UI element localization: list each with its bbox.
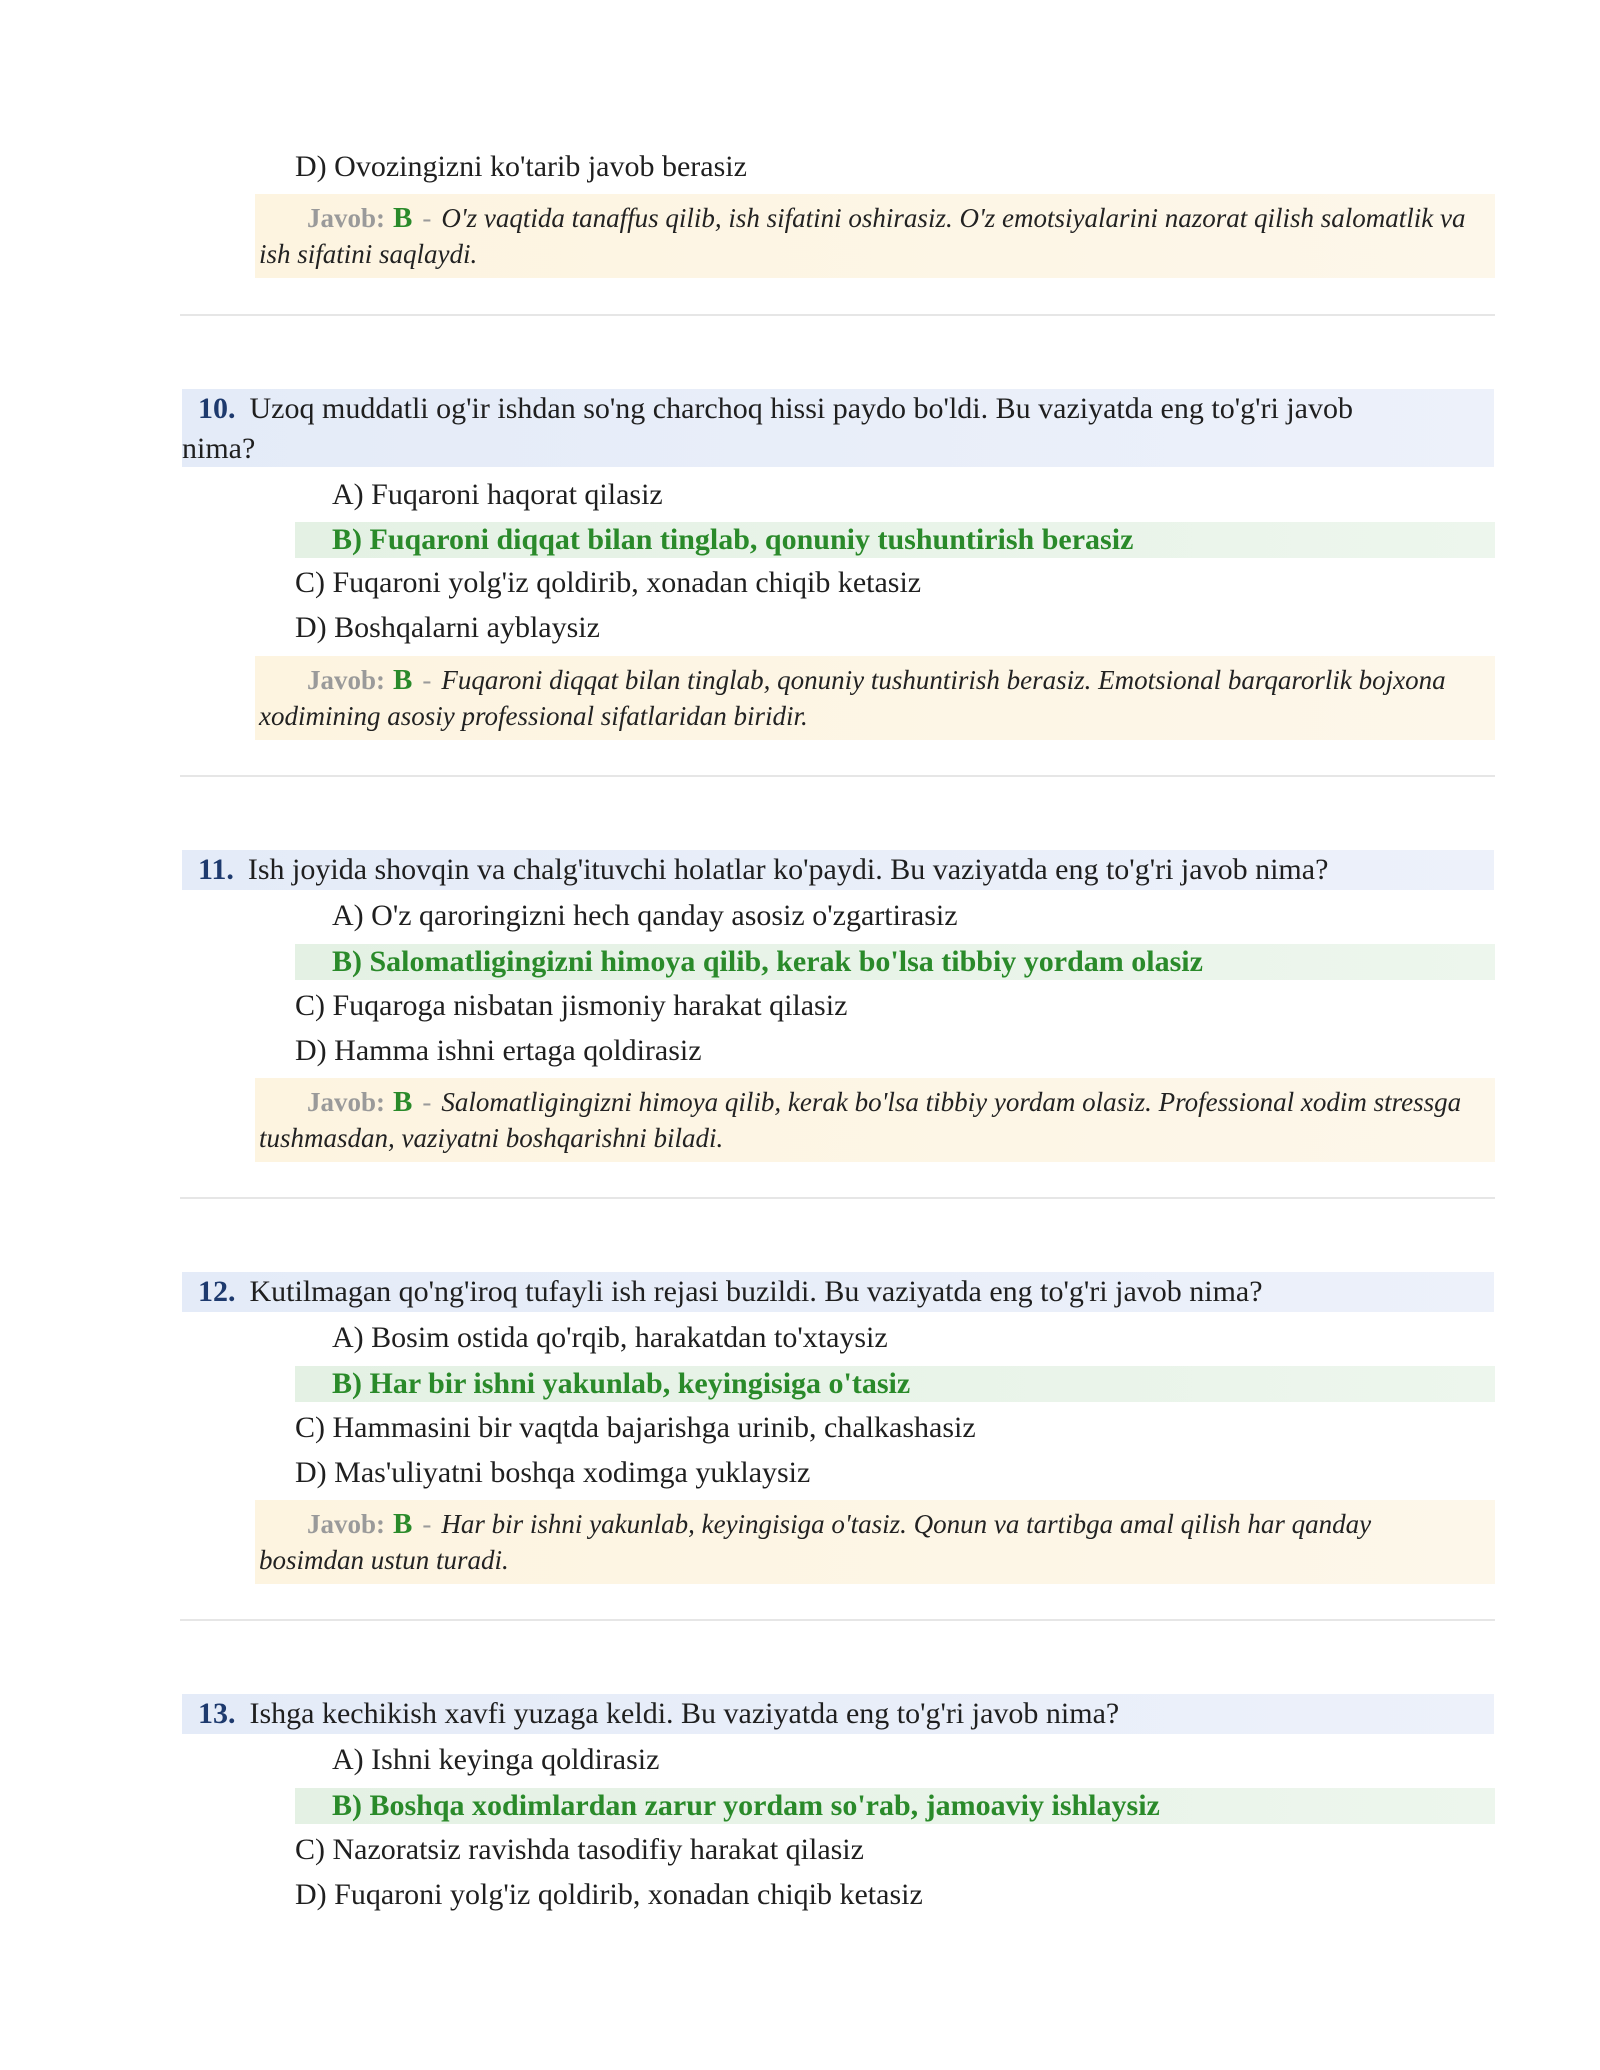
q10-option-b-correct[interactable]: B) Fuqaroni diqqat bilan tinglab, qonuniy tushuntirish berasiz bbox=[295, 522, 1495, 558]
q9-option-d: D) Ovozingizni ko'tarib javob berasiz bbox=[295, 150, 747, 183]
question-text: Kutilmagan qo'ng'iroq tufayli ish rejasi buzildi. Bu vaziyatda eng to'g'ri javob nima? bbox=[249, 1275, 1263, 1308]
question-text: Uzoq muddatli og'ir ishdan so'ng charchoq hissi paydo bo'ldi. Bu vaziyatda eng to'g'ri javob bbox=[249, 392, 1353, 425]
q11-option-c[interactable]: C) Fuqaroga nisbatan jismoniy harakat qilasiz bbox=[295, 989, 848, 1022]
answer-label: Javob: bbox=[307, 203, 386, 233]
answer-letter: B bbox=[393, 1508, 413, 1540]
question-13 bbox=[182, 1694, 1494, 1734]
answer-dash: - bbox=[422, 203, 432, 233]
q11-answer-box bbox=[255, 1078, 1495, 1162]
answer-letter: B bbox=[393, 1086, 413, 1118]
answer-label: Javob: bbox=[307, 1087, 386, 1117]
divider bbox=[180, 1197, 1495, 1199]
question-number: 12. bbox=[198, 1275, 236, 1308]
question-12 bbox=[182, 1272, 1494, 1312]
q11-option-d[interactable]: D) Hamma ishni ertaga qoldirasiz bbox=[295, 1034, 702, 1067]
question-number: 13. bbox=[198, 1697, 236, 1730]
divider bbox=[180, 314, 1495, 316]
question-number: 11. bbox=[198, 853, 234, 886]
answer-dash: - bbox=[422, 665, 432, 695]
question-text: Ishga kechikish xavfi yuzaga keldi. Bu vaziyatda eng to'g'ri javob nima? bbox=[249, 1697, 1120, 1730]
answer-dash: - bbox=[422, 1087, 432, 1117]
q10-option-d[interactable]: D) Boshqalarni ayblaysiz bbox=[295, 611, 600, 644]
answer-explanation: Salomatligingizni himoya qilib, kerak bo'lsa tibbiy yordam olasiz. Professional xodim stressga tushmasdan, vaziyatni boshqarishni biladi. bbox=[259, 1087, 1462, 1153]
q10-option-a[interactable]: A) Fuqaroni haqorat qilasiz bbox=[332, 478, 663, 511]
q10-answer-box bbox=[255, 656, 1495, 740]
q12-option-b-correct[interactable]: B) Har bir ishni yakunlab, keyingisiga o'tasiz bbox=[295, 1366, 1495, 1402]
answer-letter: B bbox=[393, 664, 413, 696]
q11-option-b-correct[interactable]: B) Salomatligingizni himoya qilib, kerak bo'lsa tibbiy yordam olasiz bbox=[295, 944, 1495, 980]
q12-option-a[interactable]: A) Bosim ostida qo'rqib, harakatdan to'xtaysiz bbox=[332, 1321, 888, 1354]
question-text-continued: nima? bbox=[182, 432, 256, 465]
answer-explanation: Fuqaroni diqqat bilan tinglab, qonuniy tushuntirish berasiz. Emotsional barqarorlik bojxona xodimining asosiy professional sifatlaridan biridir. bbox=[259, 665, 1446, 731]
q12-option-d[interactable]: D) Mas'uliyatni boshqa xodimga yuklaysiz bbox=[295, 1456, 811, 1489]
answer-dash: - bbox=[422, 1509, 432, 1539]
q13-option-b-correct[interactable]: B) Boshqa xodimlardan zarur yordam so'rab, jamoaviy ishlaysiz bbox=[295, 1788, 1495, 1824]
q13-option-c[interactable]: C) Nazoratsiz ravishda tasodifiy harakat qilasiz bbox=[295, 1833, 864, 1866]
question-number: 10. bbox=[198, 392, 236, 425]
q11-option-a[interactable]: A) O'z qaroringizni hech qanday asosiz o'zgartirasiz bbox=[332, 899, 958, 932]
q12-option-c[interactable]: C) Hammasini bir vaqtda bajarishga urinib, chalkashasiz bbox=[295, 1411, 976, 1444]
question-11 bbox=[182, 850, 1494, 890]
question-10 bbox=[182, 389, 1494, 467]
answer-explanation: Har bir ishni yakunlab, keyingisiga o'tasiz. Qonun va tartibga amal qilish har qanday bosimdan ustun turadi. bbox=[259, 1509, 1372, 1575]
answer-label: Javob: bbox=[307, 665, 386, 695]
q13-option-d[interactable]: D) Fuqaroni yolg'iz qoldirib, xonadan chiqib ketasiz bbox=[295, 1878, 923, 1911]
answer-explanation: O'z vaqtida tanaffus qilib, ish sifatini oshirasiz. O'z emotsiyalarini nazorat qilish salomatlik va ish sifatini saqlaydi. bbox=[259, 203, 1466, 269]
q10-option-c[interactable]: C) Fuqaroni yolg'iz qoldirib, xonadan chiqib ketasiz bbox=[295, 566, 922, 599]
divider bbox=[180, 775, 1495, 777]
answer-label: Javob: bbox=[307, 1509, 386, 1539]
q13-option-a[interactable]: A) Ishni keyinga qoldirasiz bbox=[332, 1743, 660, 1776]
question-text: Ish joyida shovqin va chalg'ituvchi holatlar ko'paydi. Bu vaziyatda eng to'g'ri javob nima? bbox=[247, 853, 1329, 886]
answer-letter: B bbox=[393, 202, 413, 234]
divider bbox=[180, 1619, 1495, 1621]
q12-answer-box bbox=[255, 1500, 1495, 1584]
q9-answer-box bbox=[255, 194, 1495, 278]
